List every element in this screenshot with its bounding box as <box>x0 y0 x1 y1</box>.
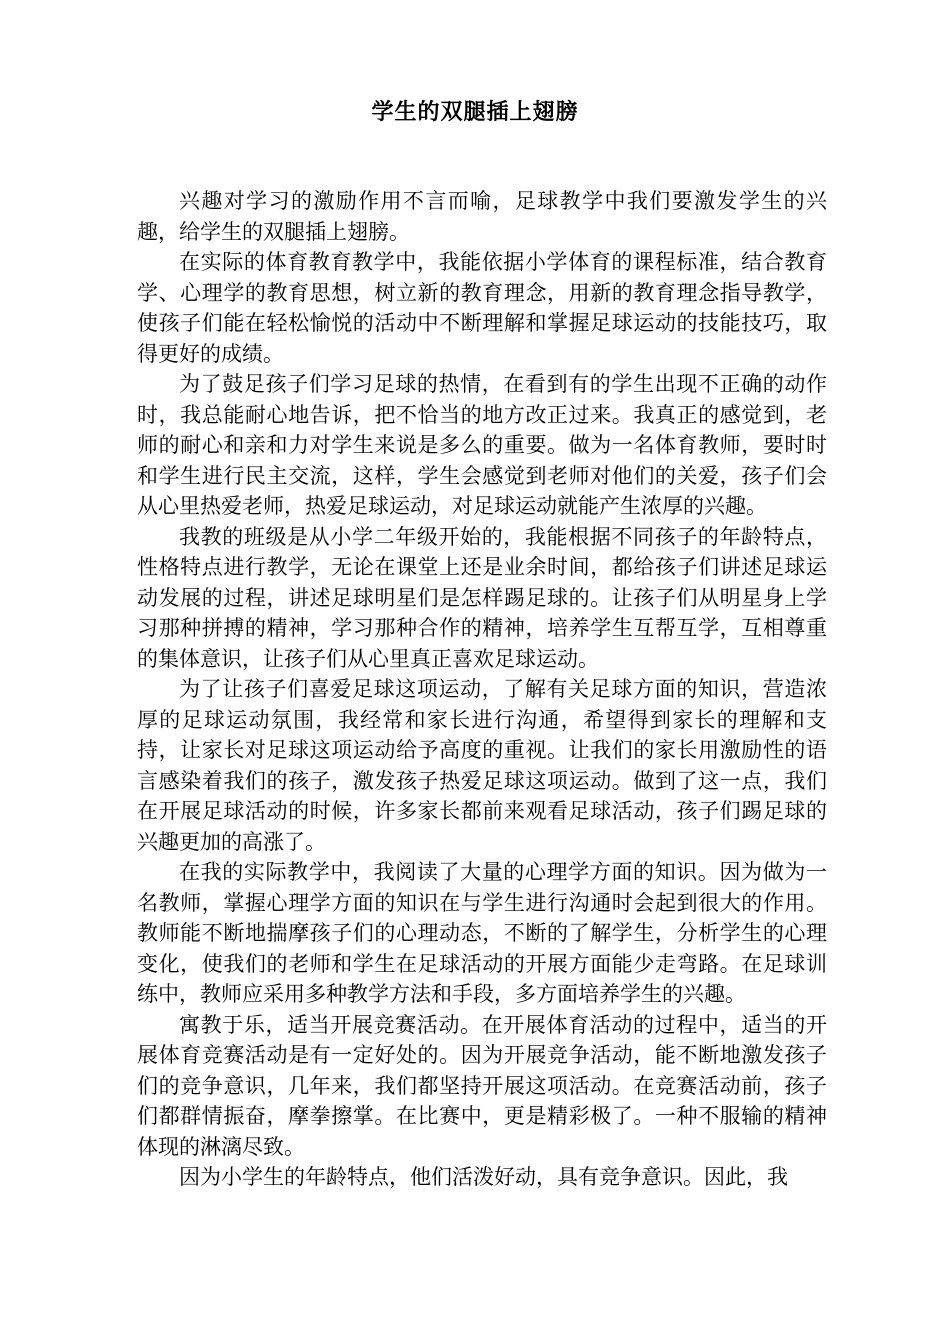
paragraph: 因为小学生的年龄特点，他们活泼好动，具有竞争意识。因此，我 <box>179 1165 788 1189</box>
paragraph: 在我的实际教学中，我阅读了大量的心理学方面的知识。因为做为一名教师，掌握心理学方面的知识在与学生进行沟通时会起到很大的作用。教师能不断地揣摩孩子们的心理动态，不断的了解学生，分析学生的心理变化，使我们的老师和学生在足球活动的开展方面能少走弯路。在足球训练中，教师应采用多种教学方法和手段，多方面培养学生的兴趣。 <box>137 860 827 1006</box>
paragraph: 寓教于乐，适当开展竞赛活动。在开展体育活动的过程中，适当的开展体育竞赛活动是有一定好处的。因为开展竞争活动，能不断地激发孩子们的竞争意识，几年来，我们都坚持开展这项活动。在竞赛活动前，孩子们都群情振奋，摩拳擦掌。在比赛中，更是精彩极了。一种不服输的精神体现的淋漓尽致。 <box>137 1012 827 1159</box>
paragraph: 兴趣对学习的激励作用不言而喻，足球教学中我们要激发学生的兴趣，给学生的双腿插上翅膀。 <box>137 189 827 244</box>
document-title: 学生的双腿插上翅膀 <box>371 100 579 125</box>
paragraph: 为了让孩子们喜爱足球这项运动，了解有关足球方面的知识，营造浓厚的足球运动氛围，我经常和家长进行沟通，希望得到家长的理解和支持，让家长对足球这项运动给予高度的重视。让我们的家长用激励性的语言感染着我们的孩子，激发孩子热爱足球这项运动。做到了这一点，我们在开展足球活动的时候，许多家长都前来观看足球活动，孩子们踢足球的兴趣更加的高涨了。 <box>137 677 827 854</box>
paragraph: 我教的班级是从小学二年级开始的，我能根据不同孩子的年龄特点，性格特点进行教学，无论在课堂上还是业余时间，都给孩子们讲述足球运动发展的过程，讲述足球明星们是怎样踢足球的。让孩子们从明星身上学习那种拼搏的精神，学习那种合作的精神，培养学生互帮互学，互相尊重的集体意识，让孩子们从心里真正喜欢足球运动。 <box>137 524 827 671</box>
document-body <box>137 186 827 1193</box>
paragraph: 在实际的体育教育教学中，我能依据小学体育的课程标准，结合教育学、心理学的教育思想，树立新的教育理念，用新的教育理念指导教学，使孩子们能在轻松愉悦的活动中不断理解和掌握足球运动的技能技巧，取得更好的成绩。 <box>137 250 827 366</box>
paragraph: 为了鼓足孩子们学习足球的热情，在看到有的学生出现不正确的动作时，我总能耐心地告诉，把不恰当的地方改正过来。我真正的感觉到，老师的耐心和亲和力对学生来说是多么的重要。做为一名体育教师，要时时和学生进行民主交流，这样，学生会感觉到老师对他们的关爱，孩子们会从心里热爱老师，热爱足球运动，对足球运动就能产生浓厚的兴趣。 <box>137 372 827 518</box>
